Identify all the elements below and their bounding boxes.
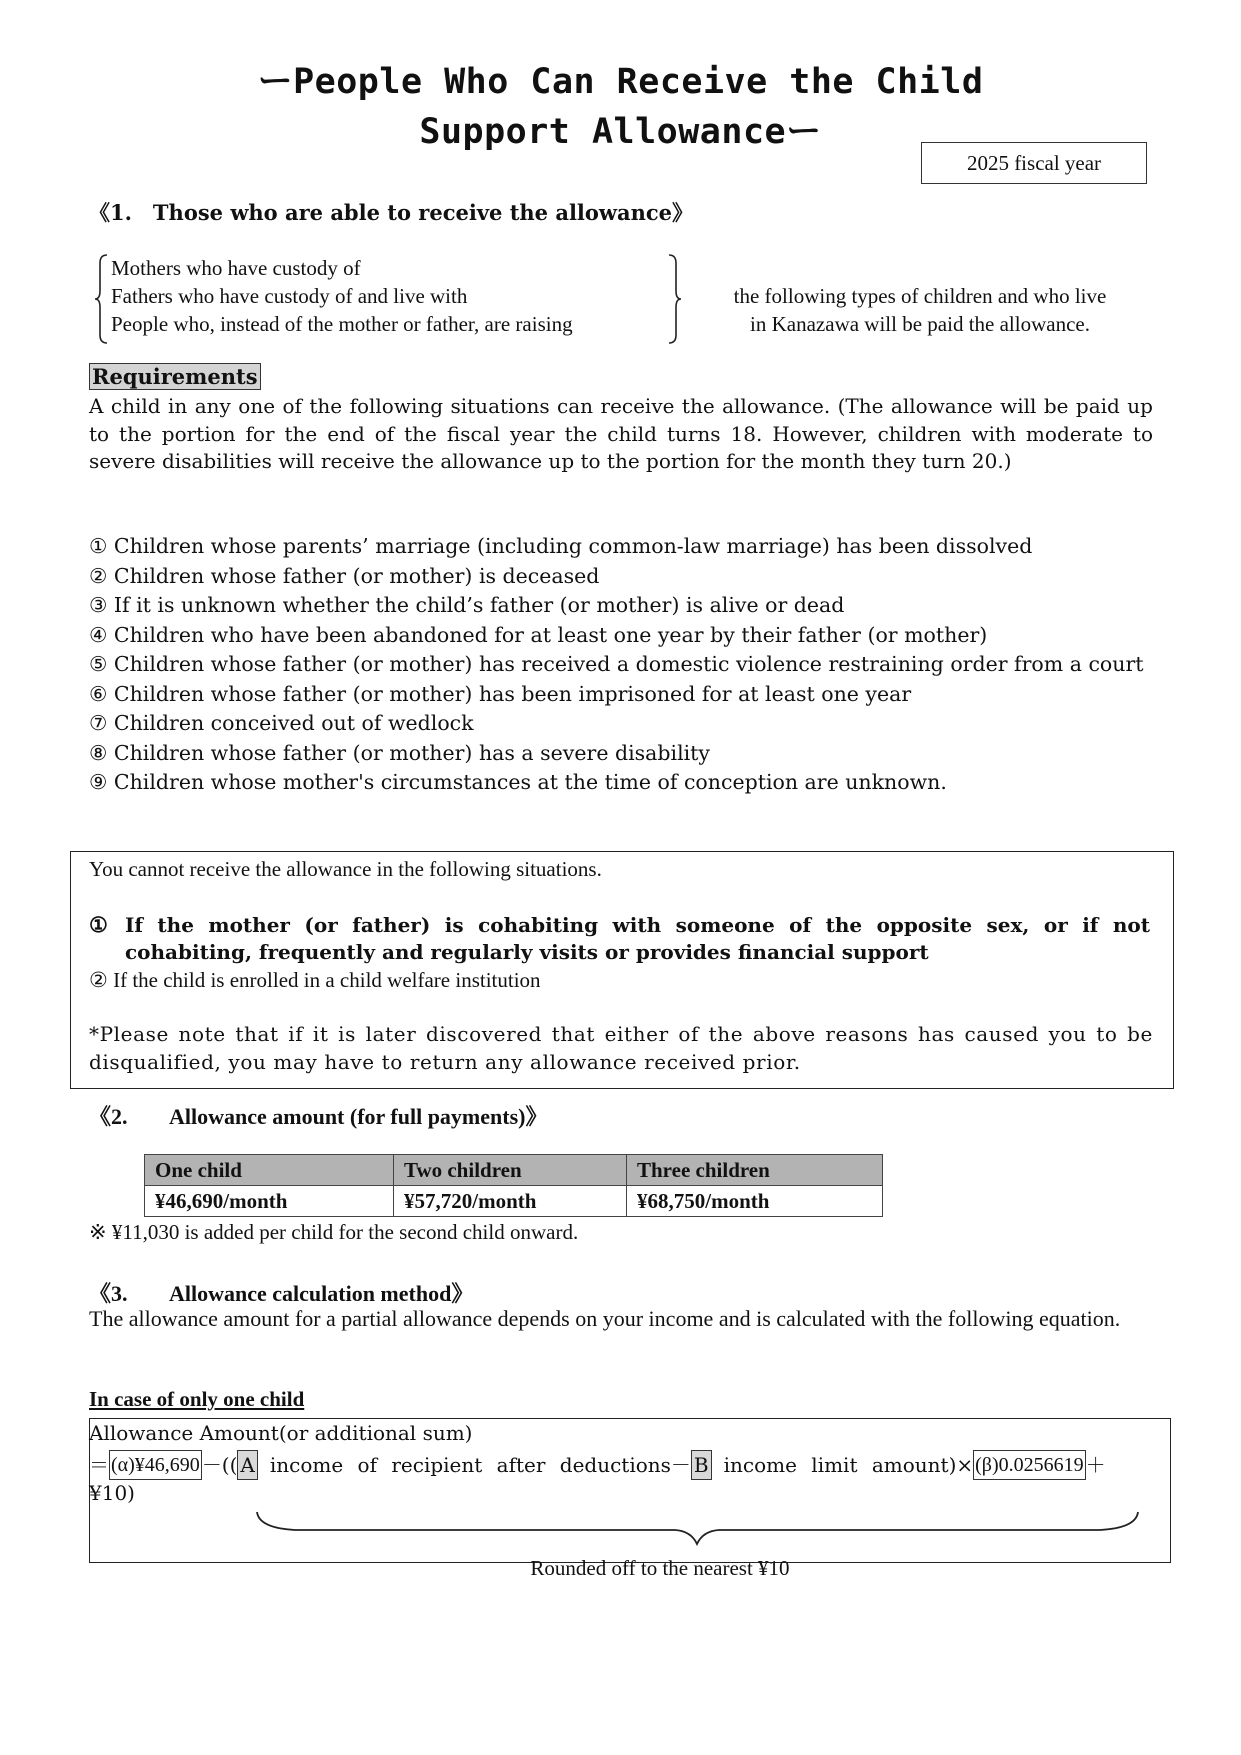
condition-item: ⑥ Children whose father (or mother) has been imprisoned for at least one year — [89, 681, 912, 706]
exclusions-note: *Please note that if it is later discovered that either of the above reasons has caused you to be disqualified, you may have to return any allowance received prior. — [89, 1022, 1153, 1074]
case-label: In case of only one child — [89, 1387, 305, 1411]
rounding-brace — [255, 1508, 1140, 1548]
section2-heading: Allowance amount (for full payments)》 — [169, 1104, 548, 1129]
condition-item: ⑧ Children whose father (or mother) has a severe disability — [89, 740, 710, 765]
allowance-table — [144, 1154, 883, 1217]
condition-item: ⑤ Children whose father (or mother) has received a domestic violence restraining order from a court — [89, 652, 1144, 676]
section1-heading: 《1. Those who are able to receive the allowance》 — [89, 200, 694, 225]
condition-item: ② Children whose father (or mother) is deceased — [89, 563, 600, 588]
conditions-list — [89, 532, 1153, 798]
formula-plus: ＋ — [1085, 1453, 1106, 1477]
page-title-line1: ーPeople Who Can Receive the Child — [257, 62, 984, 102]
table-header-row — [145, 1155, 883, 1186]
exclusions-intro: You cannot receive the allowance in the following situations. — [89, 857, 602, 881]
section2-heading-number: 《2. — [89, 1104, 128, 1129]
beta-value: (β)0.0256619 — [973, 1450, 1086, 1480]
header-one-child: One child — [145, 1155, 394, 1186]
condition-item: ⑦ Children conceived out of wedlock — [89, 711, 474, 735]
income-term: income of recipient after deductions－ — [269, 1453, 691, 1477]
formula-minus: －(( — [201, 1453, 238, 1477]
eligible-people-list — [111, 254, 573, 338]
formula-line1: Allowance Amount(or additional sum) — [89, 1421, 473, 1445]
exclusion-item2: ② If the child is enrolled in a child welfare institution — [89, 968, 541, 992]
condition-item: ④ Children who have been abandoned for at least one year by their father (or mother) — [89, 622, 988, 647]
condition-item: ⑨ Children whose mother's circumstances at the time of conception are unknown. — [89, 770, 947, 794]
amount-one-child: ¥46,690/month — [145, 1186, 394, 1217]
page-title-line2: Support Allowanceー — [419, 112, 822, 152]
fiscal-year-badge: 2025 fiscal year — [921, 142, 1147, 184]
eligible-suffix-line2: in Kanazawa will be paid the allowance. — [750, 312, 1090, 336]
term-b: B — [691, 1450, 712, 1480]
condition-item: ① Children whose parents’ marriage (including common-law marriage) has been dissolved — [89, 534, 1033, 558]
eligible-fathers: Fathers who have custody of and live with — [111, 284, 468, 308]
requirements-label: Requirements — [89, 363, 261, 390]
header-two-children: Two children — [394, 1155, 627, 1186]
formula-equals: ＝ — [89, 1453, 109, 1477]
rounding-note: Rounded off to the nearest ¥10 — [530, 1556, 790, 1580]
section3-heading-number: 《3. — [89, 1281, 128, 1306]
additional-child-note: ※ ¥11,030 is added per child for the second child onward. — [89, 1220, 579, 1244]
formula-line2 — [89, 1450, 1171, 1480]
alpha-value: (α)¥46,690 — [109, 1450, 202, 1480]
eligible-mothers: Mothers who have custody of — [111, 256, 361, 280]
eligible-suffix — [690, 282, 1150, 338]
eligible-guardians: People who, instead of the mother or father, are raising — [111, 312, 573, 336]
formula-line3: ¥10) — [89, 1481, 135, 1505]
amount-two-children: ¥57,720/month — [394, 1186, 627, 1217]
table-row — [145, 1186, 883, 1217]
exclusion-item1-text: If the mother (or father) is cohabiting with someone of the opposite sex, or if not cohabiting, frequently and regularly visits or provides financial support — [125, 913, 1150, 964]
eligible-suffix-line1: the following types of children and who live — [733, 284, 1107, 308]
condition-item: ③ If it is unknown whether the child’s father (or mother) is alive or dead — [89, 593, 845, 617]
right-brace — [666, 253, 682, 345]
header-three-children: Three children — [627, 1155, 883, 1186]
limit-term: income limit amount)× — [723, 1453, 974, 1477]
left-brace — [94, 253, 110, 345]
calculation-intro: The allowance amount for a partial allowance depends on your income and is calculated with the following equation. — [89, 1306, 1121, 1331]
requirements-text: A child in any one of the following situations can receive the allowance. (The allowance will be paid up to the portion for the end of the fiscal year the child turns 18. However, children with moderate to severe disabilities will receive the allowance up to the portion for the month they turn 20.) — [89, 394, 1153, 473]
exclusion-item1-number: ① — [89, 913, 108, 937]
amount-three-children: ¥68,750/month — [627, 1186, 883, 1217]
section3-heading: Allowance calculation method》 — [169, 1281, 474, 1306]
term-a: A — [237, 1450, 257, 1480]
